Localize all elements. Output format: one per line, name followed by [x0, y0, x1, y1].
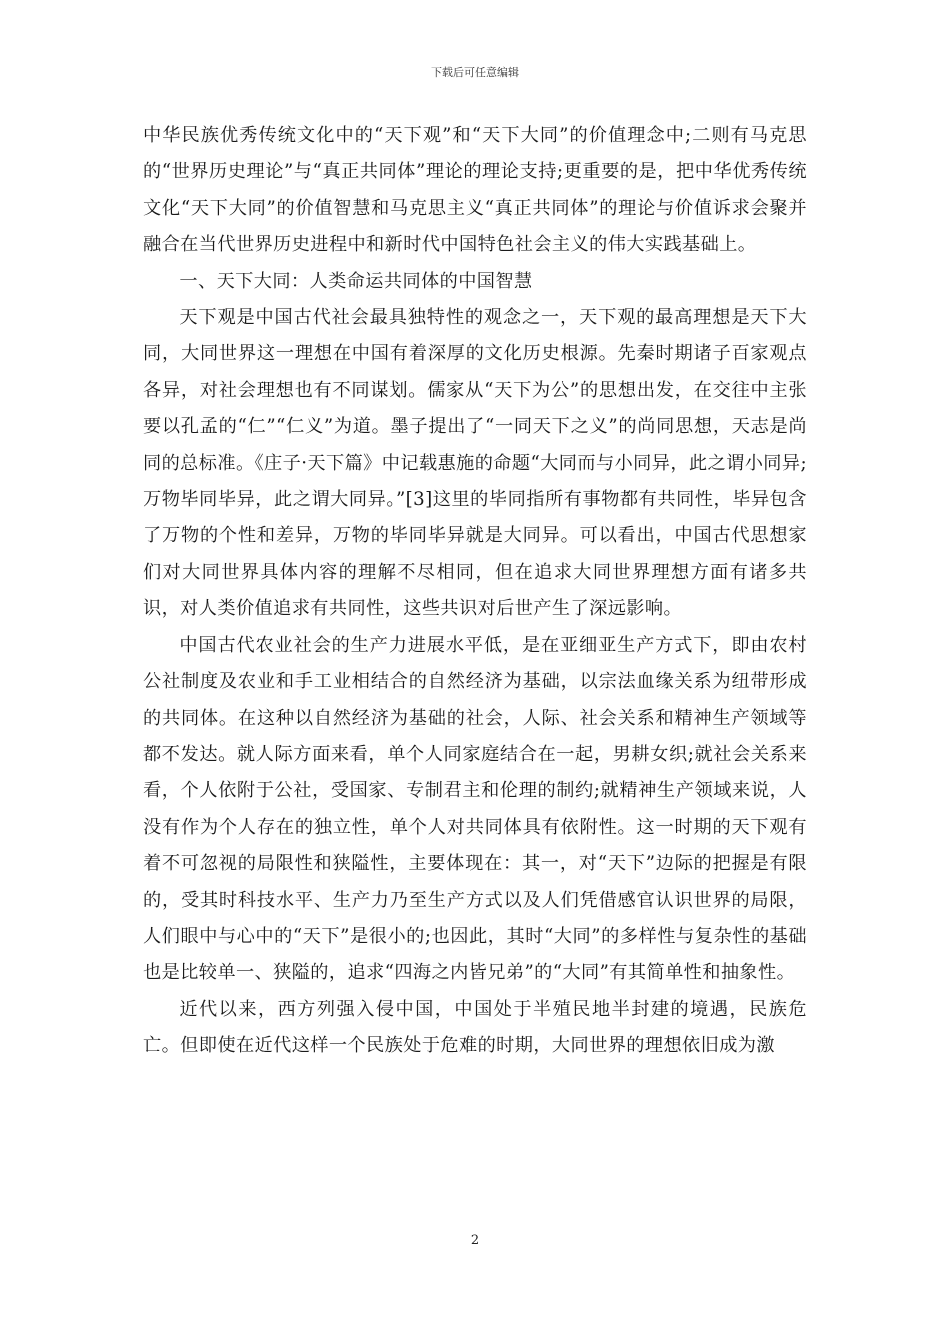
page-number: 2: [470, 1233, 480, 1248]
paragraph-tianxia-concept: 天下观是中国古代社会最具独特性的观念之一，天下观的最高理想是天下大同，大同世界这一理想在中国有着深厚的文化历史根源。先秦时期诸子百家观点各异，对社会理想也有不同谋划。儒家从“天下为公”的思想出发，在交往中主张要以孔孟的“仁”“仁义”为道。墨子提出了“一同天下之义”的尚同思想，天志是尚同的总标准。《庄子·天下篇》中记载惠施的命题“大同而与小同异，此之谓小同异;万物毕同毕异，此之谓大同异。”[3]这里的毕同指所有事物都有共同性，毕异包含了万物的个性和差异，万物的毕同毕异就是大同异。可以看出，中国古代思想家们对大同世界具体内容的理解不尽相同，但在追求大同世界理想方面有诸多共识，对人类价值追求有共同性，这些共识对后世产生了深远影响。: [143, 307, 807, 620]
document-body: [143, 118, 807, 1065]
paragraph-ancient-agriculture: 中国古代农业社会的生产力进展水平低，是在亚细亚生产方式下，即由农村公社制度及农业和手工业相结合的自然经济为基础，以宗法血缘关系为纽带形成的共同体。在这种以自然经济为基础的社会，人际、社会关系和精神生产领域等都不发达。就人际方面来看，单个人同家庭结合在一起，男耕女织;就社会关系来看，个人依附于公社，受国家、专制君主和伦理的制约;就精神生产领域来说，人没有作为个人存在的独立性，单个人对共同体具有依附性。这一时期的天下观有着不可忽视的局限性和狭隘性，主要体现在：其一，对“天下”边际的把握是有限的，受其时科技水平、生产力乃至生产方式以及人们凭借感官认识世界的局限，人们眼中与心中的“天下”是很小的;也因此，其时“大同”的多样性与复杂性的基础也是比较单一、狭隘的，追求“四海之内皆兄弟”的“大同”有其简单性和抽象性。: [143, 634, 807, 984]
paragraph-modern-era: 近代以来，西方列强入侵中国，中国处于半殖民地半封建的境遇，民族危亡。但即使在近代这样一个民族处于危难的时期，大同世界的理想依旧成为激: [143, 998, 807, 1057]
section-heading: 一、天下大同：人类命运共同体的中国智慧: [179, 270, 533, 292]
page-header: 下载后可任意编辑: [431, 66, 519, 79]
paragraph-intro-continued: 中华民族优秀传统文化中的“天下观”和“天下大同”的价值理念中;二则有马克思的“世界历史理论”与“真正共同体”理论的理论支持;更重要的是，把中华优秀传统文化“天下大同”的价值智慧和马克思主义“真正共同体”的理论与价值诉求会聚并融合在当代世界历史进程中和新时代中国特色社会主义的伟大实践基础上。: [143, 125, 807, 256]
